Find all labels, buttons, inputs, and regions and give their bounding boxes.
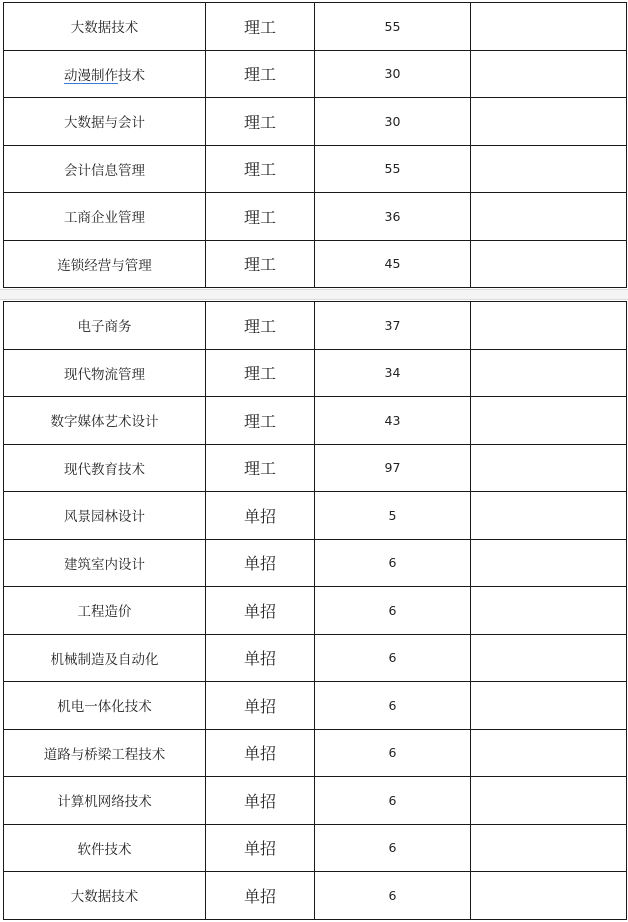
note-cell	[471, 872, 627, 920]
note-cell	[471, 777, 627, 825]
enrollment-table-part-2	[3, 301, 627, 920]
type-cell: 理工	[206, 3, 315, 51]
table-row	[4, 729, 627, 777]
table-row	[4, 492, 627, 540]
table-row	[4, 3, 627, 51]
type-cell: 单招	[206, 634, 315, 682]
note-cell	[471, 3, 627, 51]
note-cell	[471, 397, 627, 445]
page-break-divider	[0, 289, 628, 300]
count-cell: 6	[315, 872, 471, 920]
count-cell: 45	[315, 240, 471, 288]
type-cell: 理工	[206, 98, 315, 146]
type-cell: 单招	[206, 824, 315, 872]
count-cell: 97	[315, 444, 471, 492]
type-cell: 单招	[206, 492, 315, 540]
spellcheck-marked-text: 动漫制作	[64, 67, 118, 84]
major-cell: 机电一体化技术	[4, 682, 206, 730]
note-cell	[471, 492, 627, 540]
major-cell: 风景园林设计	[4, 492, 206, 540]
major-cell: 工商企业管理	[4, 193, 206, 241]
count-cell: 55	[315, 145, 471, 193]
major-cell: 大数据技术	[4, 3, 206, 51]
count-cell: 6	[315, 682, 471, 730]
table-row	[4, 634, 627, 682]
note-cell	[471, 145, 627, 193]
table-row	[4, 98, 627, 146]
type-cell: 理工	[206, 193, 315, 241]
table-row	[4, 397, 627, 445]
note-cell	[471, 50, 627, 98]
count-cell: 6	[315, 729, 471, 777]
table-row	[4, 824, 627, 872]
major-cell: 连锁经营与管理	[4, 240, 206, 288]
table-row	[4, 777, 627, 825]
count-cell: 55	[315, 3, 471, 51]
note-cell	[471, 349, 627, 397]
major-cell: 现代教育技术	[4, 444, 206, 492]
note-cell	[471, 302, 627, 350]
major-cell: 软件技术	[4, 824, 206, 872]
table-row	[4, 444, 627, 492]
type-cell: 理工	[206, 145, 315, 193]
major-text-suffix: 技术	[118, 67, 145, 84]
major-cell: 现代物流管理	[4, 349, 206, 397]
type-cell: 理工	[206, 240, 315, 288]
major-cell: 电子商务	[4, 302, 206, 350]
type-cell: 理工	[206, 444, 315, 492]
type-cell: 理工	[206, 349, 315, 397]
type-cell: 单招	[206, 682, 315, 730]
count-cell: 6	[315, 587, 471, 635]
major-cell: 大数据技术	[4, 872, 206, 920]
type-cell: 单招	[206, 587, 315, 635]
type-cell: 单招	[206, 872, 315, 920]
table-row	[4, 302, 627, 350]
table-row	[4, 872, 627, 920]
count-cell: 34	[315, 349, 471, 397]
count-cell: 30	[315, 50, 471, 98]
note-cell	[471, 240, 627, 288]
note-cell	[471, 729, 627, 777]
note-cell	[471, 682, 627, 730]
count-cell: 6	[315, 634, 471, 682]
major-cell: 建筑室内设计	[4, 539, 206, 587]
count-cell: 43	[315, 397, 471, 445]
table-row	[4, 193, 627, 241]
note-cell	[471, 824, 627, 872]
major-cell	[4, 50, 206, 98]
table-row	[4, 682, 627, 730]
count-cell: 36	[315, 193, 471, 241]
count-cell: 6	[315, 824, 471, 872]
note-cell	[471, 587, 627, 635]
table-row	[4, 349, 627, 397]
major-cell: 计算机网络技术	[4, 777, 206, 825]
count-cell: 6	[315, 777, 471, 825]
count-cell: 37	[315, 302, 471, 350]
note-cell	[471, 444, 627, 492]
table-row	[4, 145, 627, 193]
major-cell: 机械制造及自动化	[4, 634, 206, 682]
table-row	[4, 587, 627, 635]
major-cell: 道路与桥梁工程技术	[4, 729, 206, 777]
type-cell: 理工	[206, 302, 315, 350]
major-cell: 数字媒体艺术设计	[4, 397, 206, 445]
note-cell	[471, 98, 627, 146]
major-cell: 工程造价	[4, 587, 206, 635]
note-cell	[471, 193, 627, 241]
count-cell: 30	[315, 98, 471, 146]
note-cell	[471, 539, 627, 587]
major-cell: 会计信息管理	[4, 145, 206, 193]
table-row	[4, 539, 627, 587]
type-cell: 单招	[206, 777, 315, 825]
type-cell: 理工	[206, 50, 315, 98]
count-cell: 6	[315, 539, 471, 587]
table-row	[4, 50, 627, 98]
table-row	[4, 240, 627, 288]
type-cell: 单招	[206, 729, 315, 777]
note-cell	[471, 634, 627, 682]
type-cell: 单招	[206, 539, 315, 587]
count-cell: 5	[315, 492, 471, 540]
major-cell: 大数据与会计	[4, 98, 206, 146]
type-cell: 理工	[206, 397, 315, 445]
enrollment-table-part-1	[3, 2, 627, 288]
